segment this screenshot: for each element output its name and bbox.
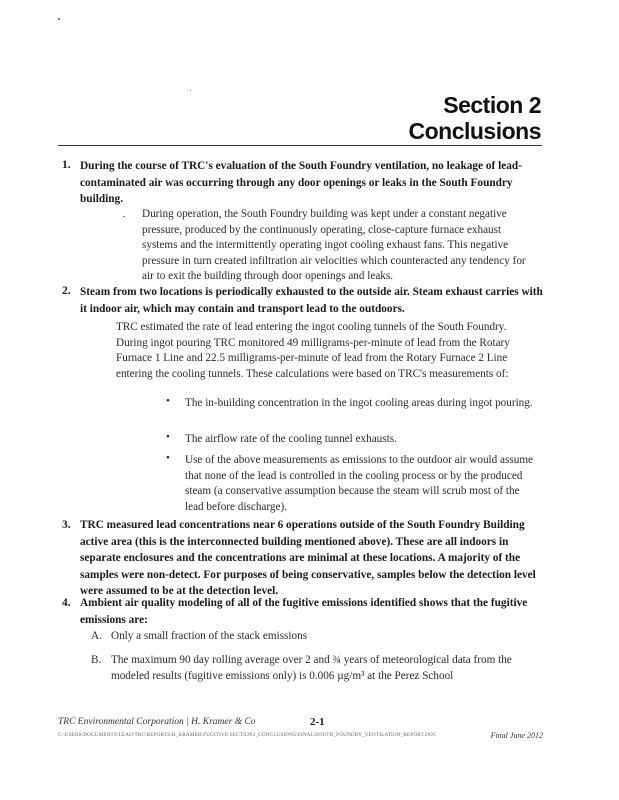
item-number: 2. <box>62 285 71 297</box>
item-4 <box>80 595 548 628</box>
item-text: During the course of TRC's evaluation of the South Foundry ventilation, no leakage of lead- contaminated air was occurring through any door openings or leaks in the South Foundry building. <box>80 160 522 205</box>
bullet-item <box>185 432 540 448</box>
item-3 <box>80 517 548 600</box>
item-text: Steam from two locations is periodically exhausted to the outside air. Steam exhaust carries with it indoor air, which may contain and transport lead to the outdoors. <box>80 286 543 315</box>
page-number: 2-1 <box>310 716 325 728</box>
letter-marker <box>91 629 111 645</box>
bullet-text: The in-building concentration in the ingot cooling areas during ingot pouring. <box>185 397 533 409</box>
letter-label: B. <box>91 654 102 666</box>
bullet-text: The airflow rate of the cooling tunnel exhausts. <box>185 433 397 445</box>
bullet-item <box>185 396 540 412</box>
footer-company: TRC Environmental Corporation | H. Kramer & Co <box>58 717 256 727</box>
letter-label: A. <box>91 630 102 642</box>
item-text: Ambient air quality modeling of all of the fugitive emissions identified shows that the fugitive emissions are: <box>80 597 528 626</box>
item-text: TRC measured lead concentrations near 6 operations outside of the South Foundry Building active area (this is the interconnected building mentioned above). These are all indoors in separate enclosures and the concentrations are minimal at these locations. A majority of the samples were non-detect. For purposes of being conservative, samples below the detection level were assumed to be at the detection level. <box>80 519 536 597</box>
bullet-marker: • <box>166 431 170 443</box>
section-number: Section 2 <box>443 92 541 118</box>
footer-date: Final June 2012 <box>490 731 543 740</box>
lettered-item <box>111 629 541 645</box>
item-1 <box>80 158 545 208</box>
bullet-marker: · <box>122 211 126 223</box>
footer-file-path: C:\USERS\DOCUMENTS\LEAD\TRC\REPORTS\H_KRAMER\FUGITIVE\SECTION2_CONCLUSIONS\FINAL\SOUTH_FOUNDRY_VENTILATION_REPORT.DOC <box>58 732 437 738</box>
item-number: 1. <box>62 159 71 171</box>
item-detail-text: TRC estimated the rate of lead entering the ingot cooling tunnels of the South Foundry. During ingot pouring TRC monitored 49 milligrams-per-minute of lead from the Rotary Furnace 1 Line and 22.5 milligrams-per-minute of lead from the Rotary Furnace 2 Line entering the cooling tunnels. These calculations were based on TRC's measurements of: <box>116 321 510 380</box>
bullet-marker: • <box>166 395 170 407</box>
item-number: 3. <box>62 519 71 531</box>
lettered-text: The maximum 90 day rolling average over 2 and ¾ years of meteorological data from the modeled results (fugitive emissions only) is 0.006 µg/m³ at the Perez School <box>111 654 512 682</box>
bullet-text: Use of the above measurements as emissions to the outdoor air would assume that none of the lead is controlled in the cooling process or by the produced steam (a conservative assumption because the steam will scrub most of the lead before discharge). <box>185 454 533 513</box>
bullet-item <box>185 453 540 515</box>
item-detail-text: During operation, the South Foundry building was kept under a constant negative pressure, produced by the continuously operating, close-capture furnace exhaust systems and the intermittently operating ingot cooling exhaust fans. This negative pressure in turn created infiltration air velocities which counteracted any tendency for air to exit the building through door openings and leaks. <box>142 208 526 283</box>
page-title: Conclusions <box>408 118 541 144</box>
item-number: 4. <box>62 597 71 609</box>
item-2 <box>80 284 545 317</box>
header-rule <box>58 145 542 146</box>
letter-marker <box>91 653 111 669</box>
lettered-item <box>111 653 551 684</box>
scan-speck <box>58 18 60 20</box>
scan-speck <box>190 90 191 91</box>
item-2-detail <box>116 320 526 382</box>
bullet-marker: • <box>166 452 170 464</box>
item-1-detail <box>142 207 537 285</box>
lettered-text: Only a small fraction of the stack emissions <box>111 630 308 642</box>
